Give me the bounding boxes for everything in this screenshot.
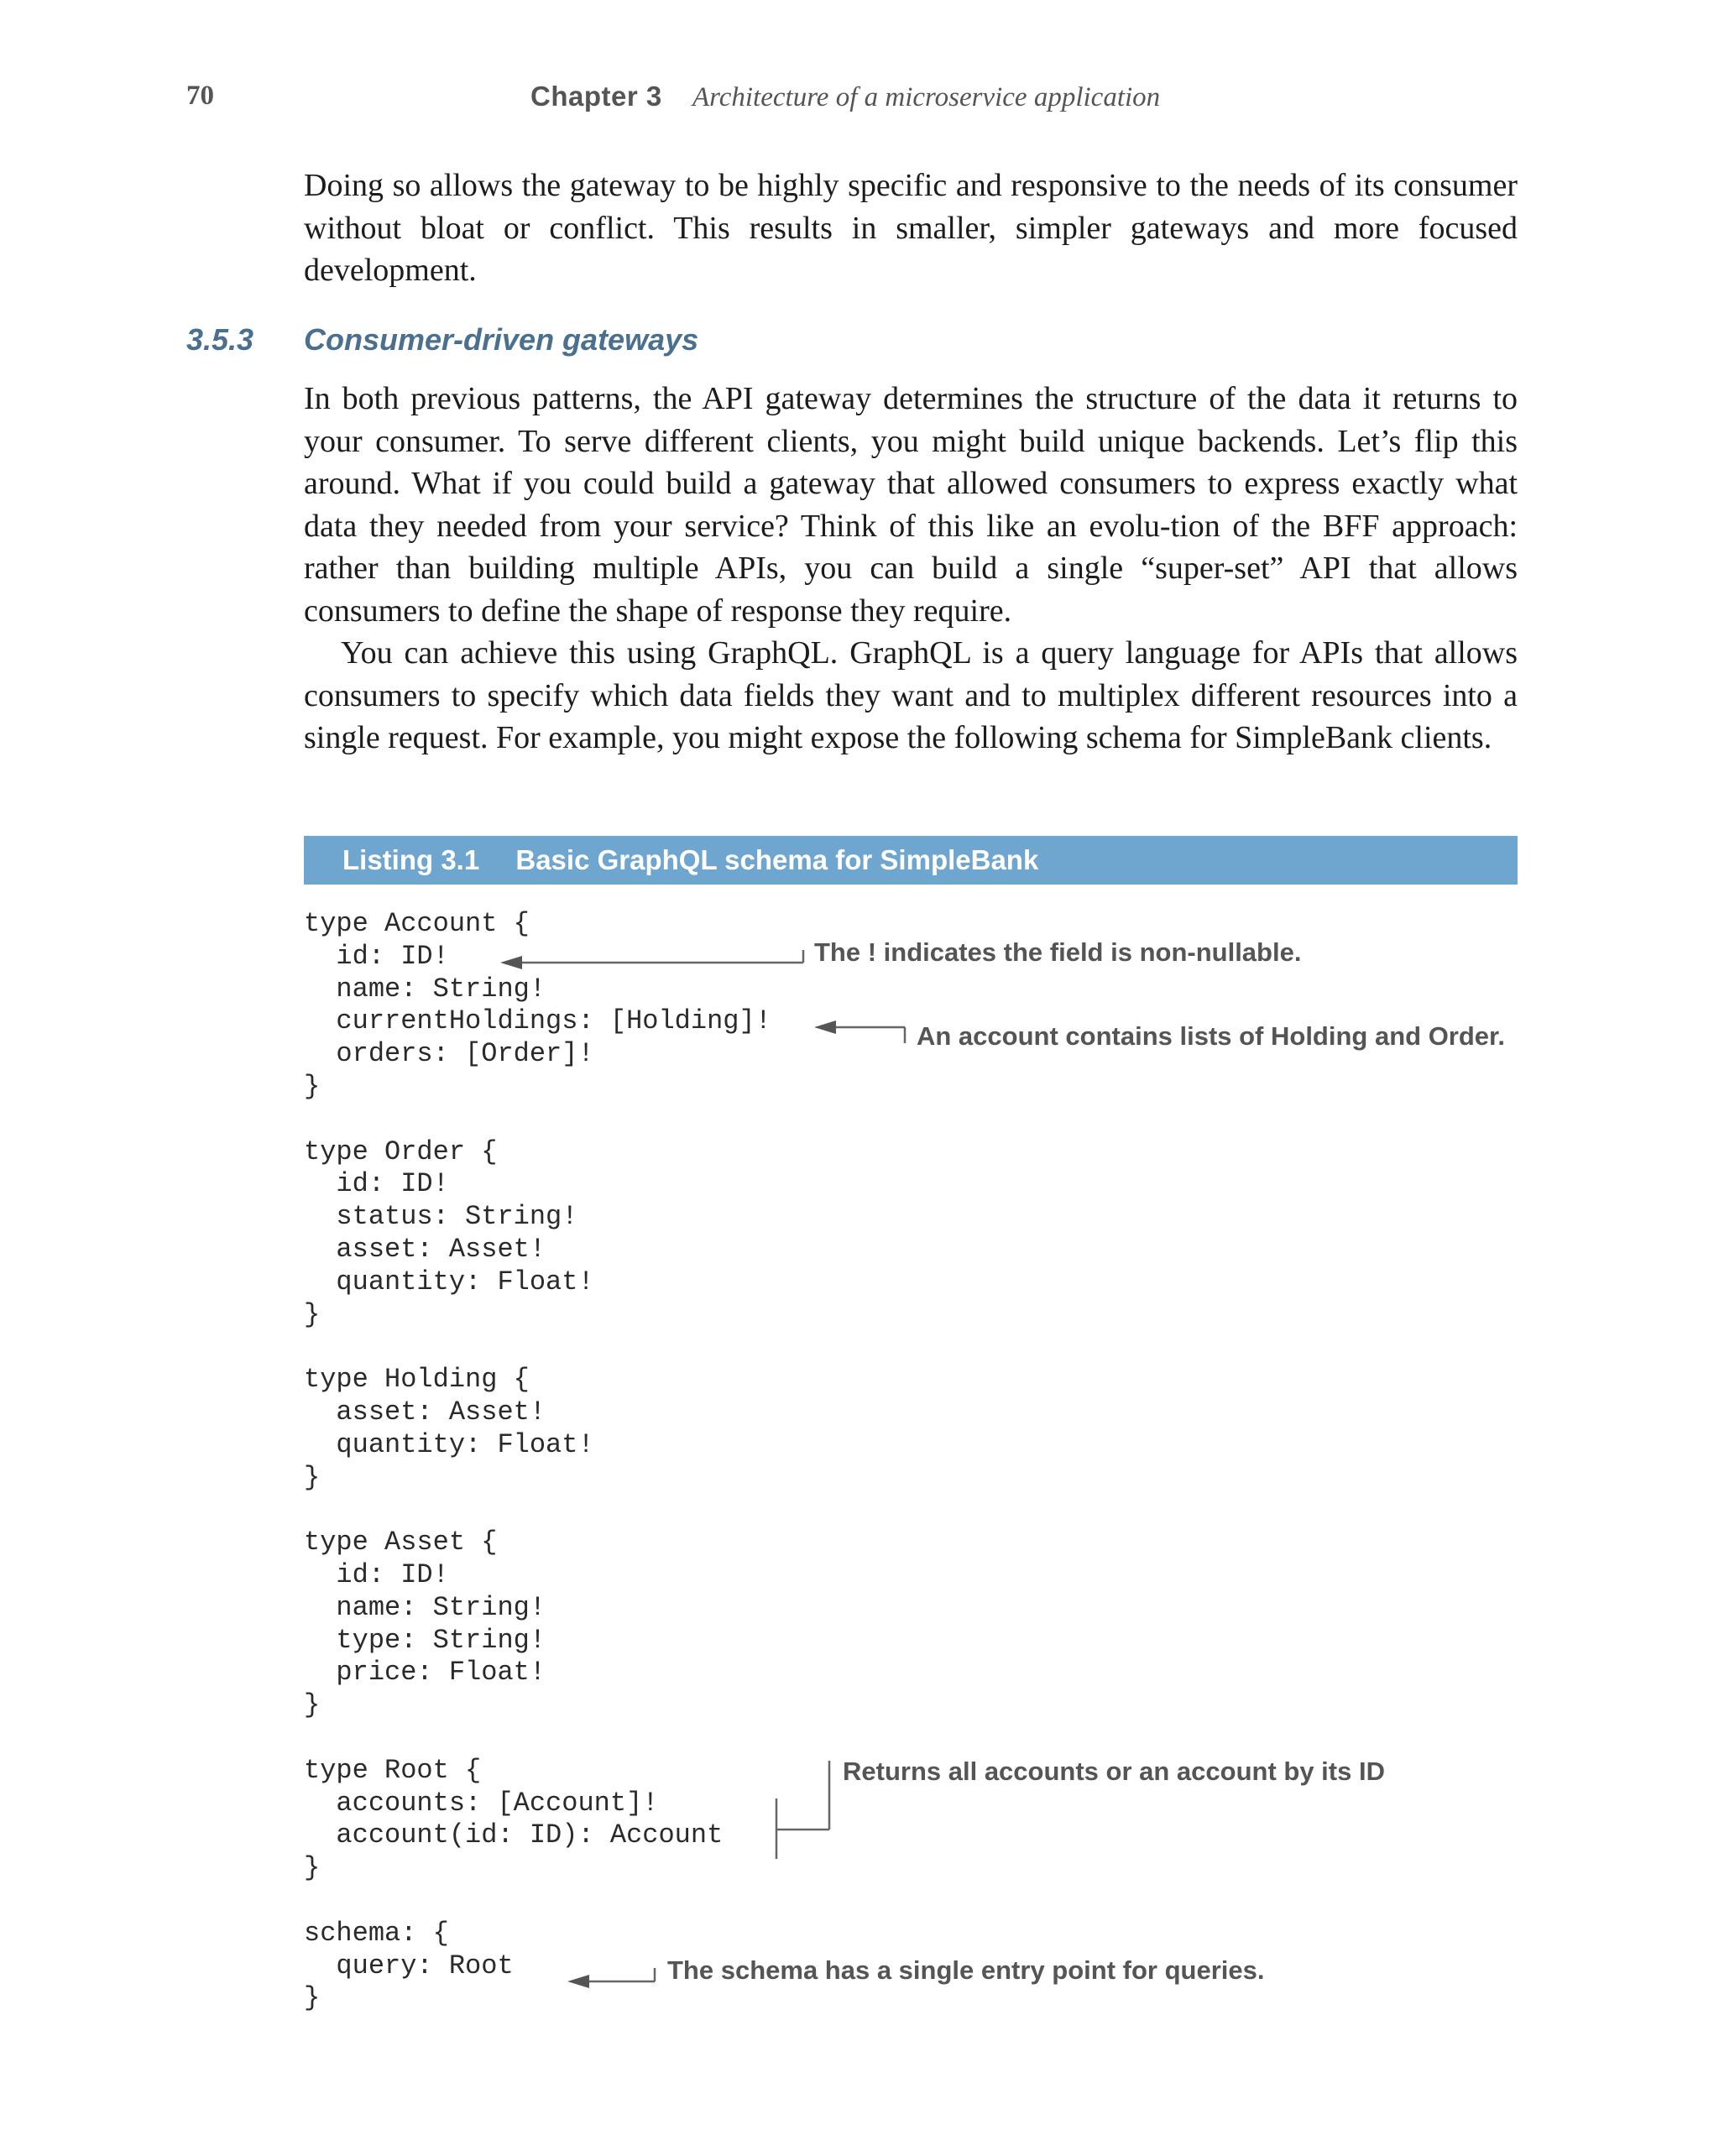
callout-arrow-non-nullable <box>500 950 803 969</box>
code-line: asset: Asset! <box>304 1396 546 1428</box>
section-title: Consumer-driven gateways <box>304 322 699 357</box>
chapter-label: Chapter 3 <box>530 81 662 112</box>
code-line: name: String! <box>304 1591 546 1623</box>
code-line: accounts: [Account]! <box>304 1787 659 1819</box>
code-line: orders: [Order]! <box>304 1038 594 1070</box>
code-line: price: Float! <box>304 1657 546 1689</box>
code-line: asset: Asset! <box>304 1233 546 1265</box>
callout-arrow-lists <box>814 1021 905 1043</box>
annotation-non-nullable: The ! indicates the field is non-nullable. <box>814 937 1302 967</box>
code-line: } <box>304 1298 321 1330</box>
code-line: type Root { <box>304 1754 482 1786</box>
code-line: type Asset { <box>304 1527 498 1558</box>
code-line: quantity: Float! <box>304 1266 594 1297</box>
code-line: schema: { <box>304 1917 449 1949</box>
code-line: type Holding { <box>304 1364 530 1396</box>
annotation-root: Returns all accounts or an account by its ID <box>843 1757 1385 1786</box>
callout-bracket-root <box>776 921 833 1859</box>
annotation-lists: An account contains lists of Holding and Order. <box>917 1021 1506 1051</box>
code-line: type Account { <box>304 908 530 939</box>
code-line: type Order { <box>304 1135 498 1167</box>
code-line: } <box>304 1070 321 1102</box>
code-line: currentHoldings: [Holding]! <box>304 1005 771 1037</box>
code-line: quantity: Float! <box>304 1428 594 1460</box>
code-line: } <box>304 1982 321 2014</box>
code-line: } <box>304 1852 321 1884</box>
code-line: type: String! <box>304 1624 546 1656</box>
code-line: id: ID! <box>304 1558 449 1590</box>
annotation-entry: The schema has a single entry point for queries. <box>667 1955 1265 1985</box>
code-line: query: Root <box>304 1950 514 1981</box>
chapter-title: Architecture of a microservice application <box>692 82 1161 112</box>
body-paragraph-1: In both previous patterns, the API gateway determines the structure of the data it returns to your consumer. To serve different clients, you might build unique backends. Let’s flip this around. What if you could build a gateway that allowed consumers to express exactly what data they needed from your service? Think of this like an evolu-tion of the BFF approach: rather than building multiple APIs, you can build a single “super-set” API that allows consumers to define the shape of response they require. <box>304 381 1518 629</box>
intro-paragraph: Doing so allows the gateway to be highly specific and responsive to the needs of its consumer without bloat or conflict. This results in smaller, simpler gateways and more focused development. <box>304 168 1518 288</box>
code-line: id: ID! <box>304 1168 449 1200</box>
code-line: } <box>304 1689 321 1721</box>
listing-label: Listing 3.1 <box>342 844 480 875</box>
callout-arrow-entry <box>567 1968 655 1988</box>
code-line: } <box>304 1461 321 1493</box>
body-paragraph-2: You can achieve this using GraphQL. GraphQL is a query language for APIs that allows consumers to specify which data fields they want and to multiplex different resources into a single request. For example, you might expose the following schema for SimpleBank clients. <box>304 635 1518 755</box>
code-line: status: String! <box>304 1201 578 1233</box>
page-number: 70 <box>186 81 214 111</box>
listing-title: Basic GraphQL schema for SimpleBank <box>515 844 1039 875</box>
code-line: id: ID! <box>304 940 449 972</box>
code-line: account(id: ID): Account <box>304 1819 724 1851</box>
code-line: name: String! <box>304 973 546 1005</box>
section-number: 3.5.3 <box>186 322 254 357</box>
